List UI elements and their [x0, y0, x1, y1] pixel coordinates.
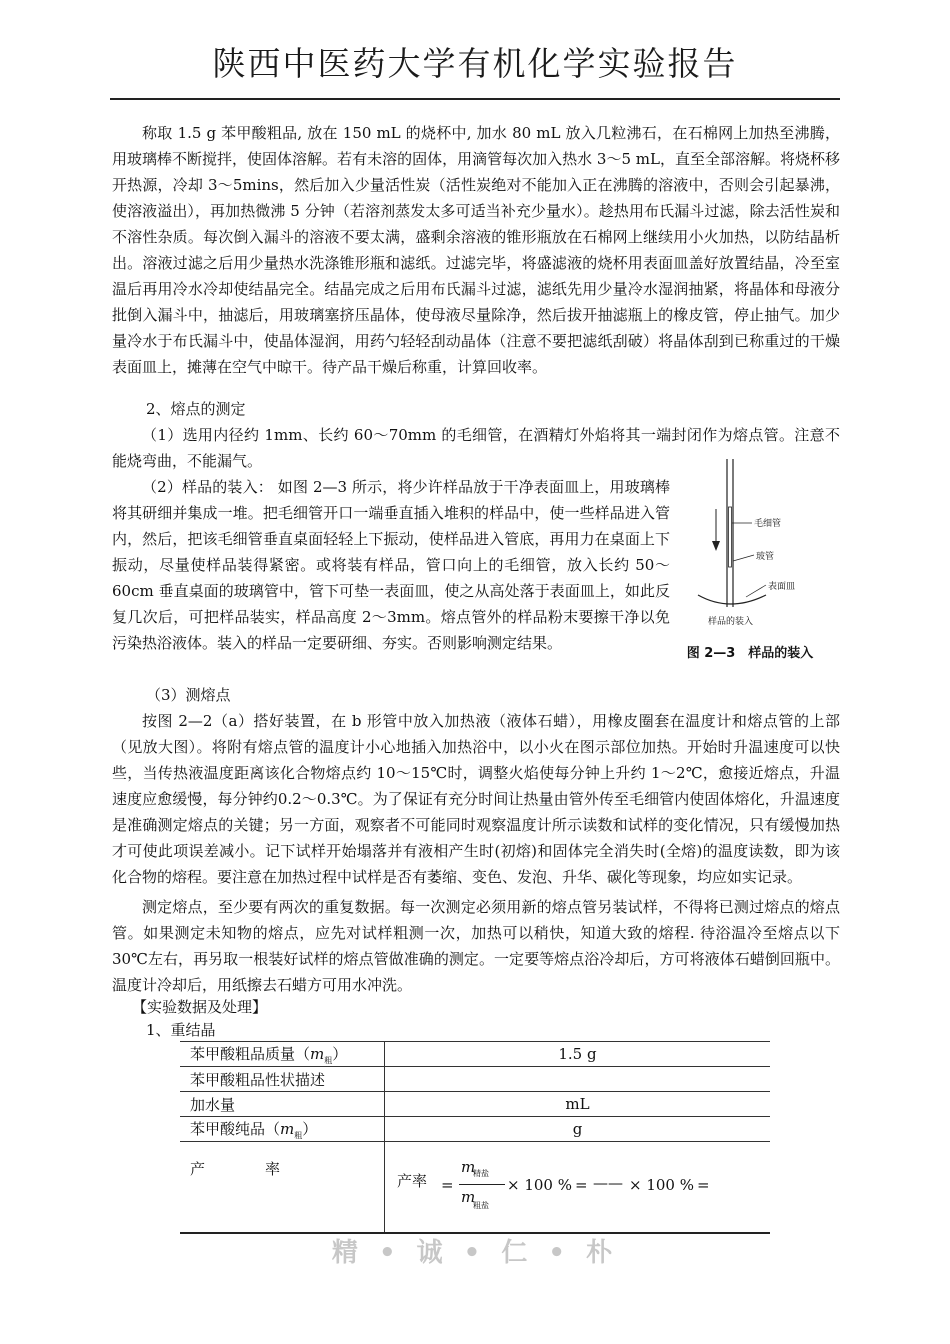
- table-cell-value[interactable]: g: [385, 1117, 771, 1142]
- figure-sample-loading: [680, 457, 820, 665]
- heading-measure-melting-point: （3）测熔点: [146, 686, 231, 704]
- subheading-recrystallization: 1、重结晶: [146, 1021, 216, 1039]
- table-cell-label: 产 率: [180, 1142, 385, 1234]
- figure-sample-loading-drawing: [680, 457, 820, 637]
- paragraph-sample-loading: （2）样品的装入： 如图 2—3 所示，将少许样品放于干净表面皿上，用玻璃棒将其研细并集成一堆。把毛细管开口一端垂直插入堆积的样品中，使一些样品进入管内，然后，把该毛细管垂直桌面轻轻上下振动，使样品进入管底，再用力在桌面上下振动，尽量使样品装得紧密。或将装有样品，管口向上的毛细管，放入长约 50～60cm 垂直桌面的玻璃管中，管下可垫一表面皿，使之从高处落于表面皿上，如此反复几次后，可把样品装实，样品高度 2～3mm。熔点管外的样品粉末要擦干净以免污染热浴液体。装入的样品一定要研细、夯实。否则影响测定结果。: [112, 478, 670, 652]
- paragraph-recrystallization: 称取 1.5 g 苯甲酸粗品, 放在 150 mL 的烧杯中, 加水 80 mL 放入几粒沸石，在石棉网上加热至沸腾，用玻璃棒不断搅拌，使固体溶解。若有未溶的固体，用滴管每次加入热水 3～5 mL，直至全部溶解。将烧杯移开热源，冷却 3～5mins，然后加入少量活性炭（活性炭绝对不能加入正在沸腾的溶液中，否则会引起暴沸，使溶液溢出），再加热微沸 5 分钟（若溶剂蒸发太多可适当补充少量水）。趁热用布氏漏斗过滤，除去活性炭和不溶性杂质。每次倒入漏斗的溶液不要太满，盛剩余溶液的锥形瓶放在石棉网上继续用小火加热，以防结晶析出。溶液过滤之后用少量热水洗涤锥形瓶和滤纸。过滤完毕，将盛滤液的烧杯用表面皿盖好放置结晶，冷至室温后再用冷水冷却使结晶完全。结晶完成之后用布氏漏斗过滤，滤纸先用少量冷水湿润抽紧，将晶体和母液分批倒入漏斗中，抽滤后，用玻璃塞挤压晶体，使母液尽量除净，然后拔开抽滤瓶上的橡皮管，停止抽气。加少量冷水于布氏漏斗中，使晶体湿润，用药勺轻轻刮动晶体（注意不要把滤纸刮破）将晶体刮到已称重过的干燥表面皿上，摊薄在空气中晾干。待产品干燥后称重，计算回收率。: [112, 124, 840, 376]
- table-cell-label: 苯甲酸纯品$(m_粗)$: [180, 1117, 385, 1142]
- footer-motto: 精 • 诚 • 仁 • 朴: [331, 1238, 619, 1268]
- paragraph-measurement-procedure: 按图 2—2（a）搭好装置，在 b 形管中放入加热液（液体石蜡），用橡皮圈套在温度计和熔点管的上部（见放大图）。将附有熔点管的温度计小心地插入加热浴中，以小火在图示部位加热。开始时升温速度可以快些，当传热液温度距离该化合物熔点约 10～15℃时，调整火焰使每分钟上升约 1～2℃，愈接近熔点，升温速度应愈缓慢，每分钟约0.2～0.3℃。为了保证有充分时间让热量由管外传至毛细管内使固体熔化，升温速度是准确测定熔点的关键；另一方面，观察者不可能同时观察温度计所示读数和试样的变化情况，只有缓慢加热才可使此项误差减小。记下试样开始塌落并有液相产生时(初熔)和固体完全消失时(全熔)的温度读数，即为该化合物的熔程。要注意在加热过程中试样是否有萎缩、变色、发泡、升华、碳化等现象，均应如实记录。: [112, 712, 840, 886]
- table-row: [180, 1067, 770, 1092]
- table-row: [180, 1042, 770, 1067]
- table-row: [180, 1117, 770, 1142]
- table-cell-value[interactable]: [385, 1067, 771, 1092]
- table-cell-label: 加水量: [180, 1092, 385, 1117]
- table-cell-label: 苯甲酸粗品质量$(m_粗)$: [180, 1042, 385, 1067]
- page-header-title: 陕西中医药大学有机化学实验报告: [212, 44, 738, 83]
- paragraph-repeat-measurement: 测定熔点，至少要有两次的重复数据。每一次测定必须用新的熔点管另装试样，不得将已测过熔点的熔点管。如果测定未知物的熔点，应先对试样粗测一次，加热可以稍快，知道大致的熔程. 待浴温冷至熔点以下 30℃左右，再另取一根装好试样的熔点管做准确的测定。一定要等熔点浴冷却后，方可将液体石蜡倒回瓶中。温度计冷却后，用纸擦去石蜡方可用水冲洗。: [112, 898, 840, 994]
- figure-label-capillary: 毛细管: [754, 519, 782, 529]
- section-heading-data: 【实验数据及处理】: [132, 998, 268, 1016]
- data-table: [180, 1041, 770, 1234]
- figure-label-glass-tube: 玻管: [756, 552, 775, 562]
- table-row: [180, 1092, 770, 1117]
- yield-formula-cell[interactable]: [385, 1142, 771, 1234]
- header-rule: [110, 98, 840, 100]
- figure-caption: 图 2—3 样品的装入: [686, 646, 814, 661]
- table-cell-label: 苯甲酸粗品性状描述: [180, 1067, 385, 1092]
- yield-formula: 产率 = m 精盐 m 粗盐 × 100 % = —— × 100 % =: [397, 1158, 710, 1210]
- figure-label-sample: 样品的装入: [708, 617, 754, 627]
- paragraph-capillary-selection: （1）选用内径约 1mm、长约 60～70mm 的毛细管，在酒精灯外焰将其一端封闭作为熔点管。注意不能烧弯曲，不能漏气。: [112, 426, 840, 470]
- table-cell-value[interactable]: mL: [385, 1092, 771, 1117]
- fraction-bar: [459, 1184, 505, 1185]
- figure-label-watch-glass: 表面皿: [768, 582, 796, 592]
- heading-melting-point: 2、熔点的测定: [146, 400, 246, 418]
- table-cell-value[interactable]: 1.5 g: [385, 1042, 771, 1067]
- table-row: [180, 1142, 770, 1234]
